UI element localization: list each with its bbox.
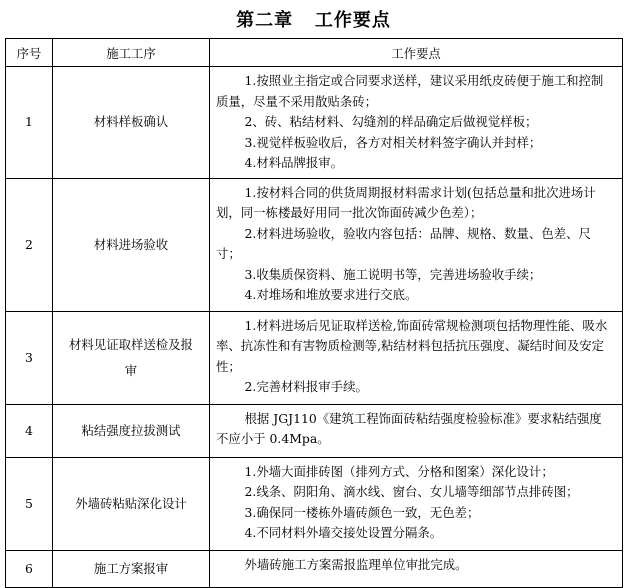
table-row xyxy=(6,67,623,179)
row-points xyxy=(210,457,623,550)
row-points xyxy=(210,404,623,457)
point-item: 2.线条、阴阳角、滴水线、窗台、女儿墙等细部节点排砖图； xyxy=(244,484,579,499)
row-no: 3 xyxy=(6,311,53,404)
point-item: 2.完善材料报审手续。 xyxy=(244,379,368,394)
point-item: 4.材料品牌报审。 xyxy=(244,155,344,170)
header-process: 施工工序 xyxy=(53,39,210,67)
table-row xyxy=(6,178,623,311)
table-row xyxy=(6,550,623,587)
point-item: 1.按照业主指定或合同要求送样，建议采用纸皮砖便于施工和控制质量，尽量不采用散贴条砖； xyxy=(216,73,604,109)
point-item: 1.材料进场后见证取样送检,饰面砖常规检测项包括物理性能、吸水率、抗冻性和有害物质检测等,粘结材料包括抗压强度、凝结时间及安定性； xyxy=(216,317,608,374)
row-no: 5 xyxy=(6,457,53,550)
row-process: 材料样板确认 xyxy=(53,67,210,179)
row-no: 2 xyxy=(6,178,53,311)
table-row xyxy=(6,457,623,550)
point-item: 1.外墙大面排砖图（排列方式、分格和图案）深化设计； xyxy=(244,463,554,479)
row-points xyxy=(210,550,623,587)
row-no: 4 xyxy=(6,404,53,457)
row-process: 材料进场验收 xyxy=(53,178,210,311)
header-points: 工作要点 xyxy=(210,39,623,67)
table-row xyxy=(6,311,623,404)
point-item: 4.不同材料外墙交接处设置分隔条。 xyxy=(244,525,443,540)
point-item: 4.对堆场和堆放要求进行交底。 xyxy=(244,287,418,302)
row-points xyxy=(210,178,623,311)
row-no: 1 xyxy=(6,67,53,179)
point-item: 3.确保同一楼栋外墙砖颜色一致，无色差； xyxy=(244,504,480,520)
point-item: 外墙砖施工方案需报监理单位审批完成。 xyxy=(244,556,468,572)
work-points-table xyxy=(5,38,623,588)
row-process: 材料见证取样送检及报审 xyxy=(53,311,210,404)
point-item: 3.视觉样板验收后，各方对相关材料签字确认并封样； xyxy=(244,134,542,150)
row-points xyxy=(210,67,623,179)
row-process: 施工方案报审 xyxy=(53,550,210,587)
page-title: 第二章 工作要点 xyxy=(236,10,391,31)
point-item: 1.按材料合同的供货周期报材料需求计划(包括总量和批次进场计划，同一栋楼最好用同一批次饰面砖减少色差）； xyxy=(216,184,596,220)
row-no: 6 xyxy=(6,550,53,587)
row-process: 外墙砖粘贴深化设计 xyxy=(53,457,210,550)
row-points xyxy=(210,311,623,404)
table-header-row xyxy=(6,39,623,67)
point-item: 3.收集质保资料、施工说明书等，完善进场验收手续； xyxy=(244,266,542,282)
point-item: 根据 JGJ110《建筑工程饰面砖粘结强度检验标准》要求粘结强度不应小于 0.4Mpa。 xyxy=(216,410,602,446)
point-item: 2、砖、粘结材料、勾缝剂的样品确定后做视觉样板； xyxy=(244,114,538,129)
header-no: 序号 xyxy=(6,39,53,67)
point-item: 2.材料进场验收，验收内容包括：品牌、规格、数量、色差、尺寸； xyxy=(216,225,591,261)
row-process: 粘结强度拉拔测试 xyxy=(53,404,210,457)
table-row xyxy=(6,404,623,457)
